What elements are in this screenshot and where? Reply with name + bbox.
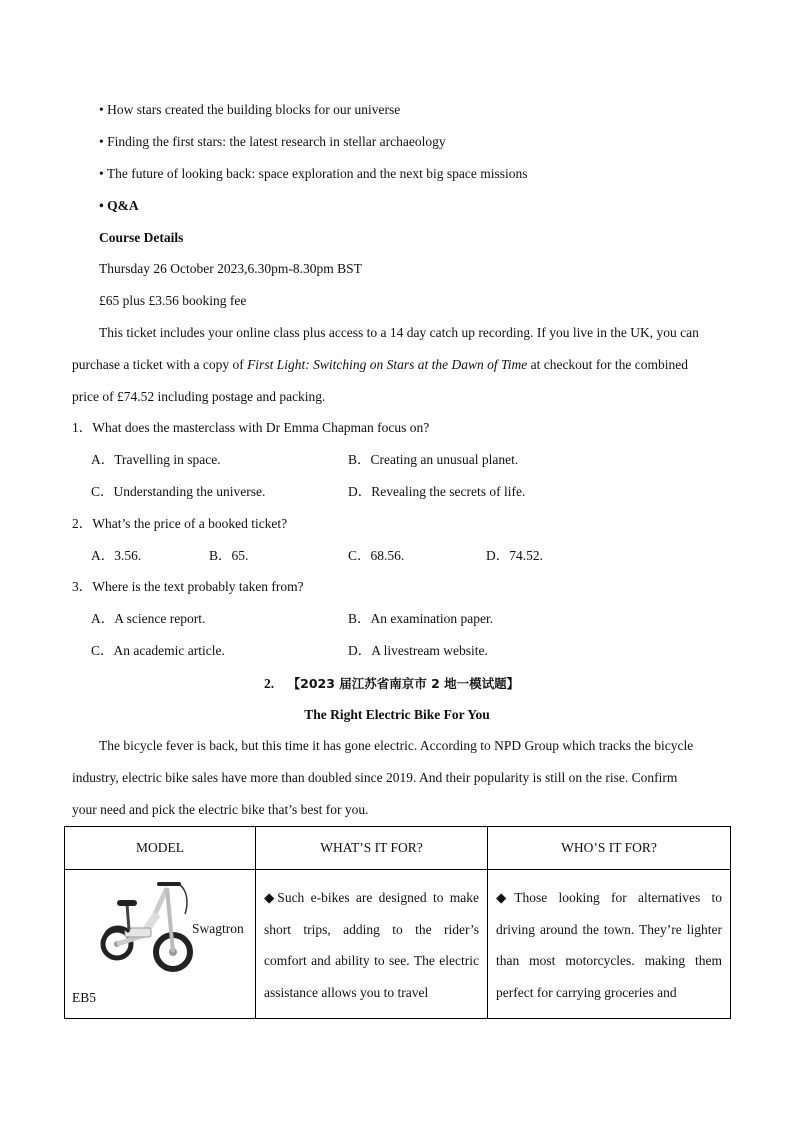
header-who: WHO’S IT FOR? <box>488 827 731 870</box>
model-cell <box>65 870 256 1019</box>
question-2-option-a: A．3.56. <box>91 548 142 563</box>
question-1-option-c: C．Understanding the universe. <box>91 484 266 499</box>
who-cell <box>488 870 731 1019</box>
bullet-3: • The future of looking back: space exploration and the next big space missions <box>99 166 528 181</box>
table-row <box>65 870 731 1019</box>
model-name-line-2: EB5 <box>72 990 97 1005</box>
question-1-option-b: B．Creating an unusual planet. <box>348 452 519 467</box>
bike-table <box>64 826 731 1019</box>
question-2-option-c: C．68.56. <box>348 548 405 563</box>
question-3-option-a: A．A science report. <box>91 611 206 626</box>
intro-line-1: The bicycle fever is back, but this time it has gone electric. According to NPD Group which tracks the bicycle <box>99 738 694 753</box>
question-1-stem: 1．What does the masterclass with Dr Emma Chapman focus on? <box>72 420 430 435</box>
ticket-text-line-2 <box>72 356 688 374</box>
ticket-text-line-3: price of £74.52 including postage and packing. <box>72 389 326 404</box>
bike-image <box>97 876 197 976</box>
course-details-heading: Course Details <box>99 230 184 245</box>
section-2-title: The Right Electric Bike For You <box>304 707 490 722</box>
section-2-heading <box>264 675 519 693</box>
question-1-option-d: D．Revealing the secrets of life. <box>348 484 526 499</box>
course-date: Thursday 26 October 2023,6.30pm-8.30pm BST <box>99 261 362 276</box>
bullet-4: • Q&A <box>99 198 139 213</box>
course-price: £65 plus £3.56 booking fee <box>99 293 247 308</box>
question-1-option-a: A．Travelling in space. <box>91 452 221 467</box>
bullet-2: • Finding the first stars: the latest research in stellar archaeology <box>99 134 446 149</box>
header-model: MODEL <box>65 827 256 870</box>
section-2-source: 【2023 届江苏省南京市 2 地一模试题】 <box>287 676 520 691</box>
ticket-text-2a: purchase a ticket with a copy of <box>72 357 248 372</box>
bullet-1: • How stars created the building blocks for our universe <box>99 102 401 117</box>
book-title: First Light: Switching on Stars at the Dawn of Time <box>247 357 528 372</box>
question-2-stem: 2．What’s the price of a booked ticket? <box>72 516 288 531</box>
table-header-row <box>65 827 731 870</box>
question-2-option-d: D．74.52. <box>486 548 543 563</box>
ticket-text-2b: at checkout for the combined <box>527 357 689 372</box>
question-3-option-b: B．An examination paper. <box>348 611 494 626</box>
header-what: WHAT’S IT FOR? <box>256 827 488 870</box>
intro-line-3: your need and pick the electric bike that’s best for you. <box>72 802 369 817</box>
intro-line-2: industry, electric bike sales have more than doubled since 2019. And their popularity is still on the rise. Confirm <box>72 770 678 785</box>
what-text: ◆Such e-bikes are designed to make short trips, adding to the rider’s comfort and ability to see. The electric assistance allows you to travel <box>264 890 479 1001</box>
what-cell <box>256 870 488 1019</box>
question-3-stem: 3．Where is the text probably taken from? <box>72 579 304 594</box>
who-text: ◆Those looking for alternatives to driving around the town. They’re lighter than most motorcycles. making them perfect for carrying groceries and <box>496 890 722 1001</box>
question-3-option-c: C．An academic article. <box>91 643 225 658</box>
model-name-line-1: Swagtron <box>192 921 244 936</box>
ticket-text-line-1: This ticket includes your online class plus access to a 14 day catch up recording. If you live in the UK, you can <box>99 325 699 340</box>
section-2-number: 2. <box>264 676 275 691</box>
question-3-option-d: D．A livestream website. <box>348 643 488 658</box>
question-2-option-b: B．65. <box>209 548 249 563</box>
